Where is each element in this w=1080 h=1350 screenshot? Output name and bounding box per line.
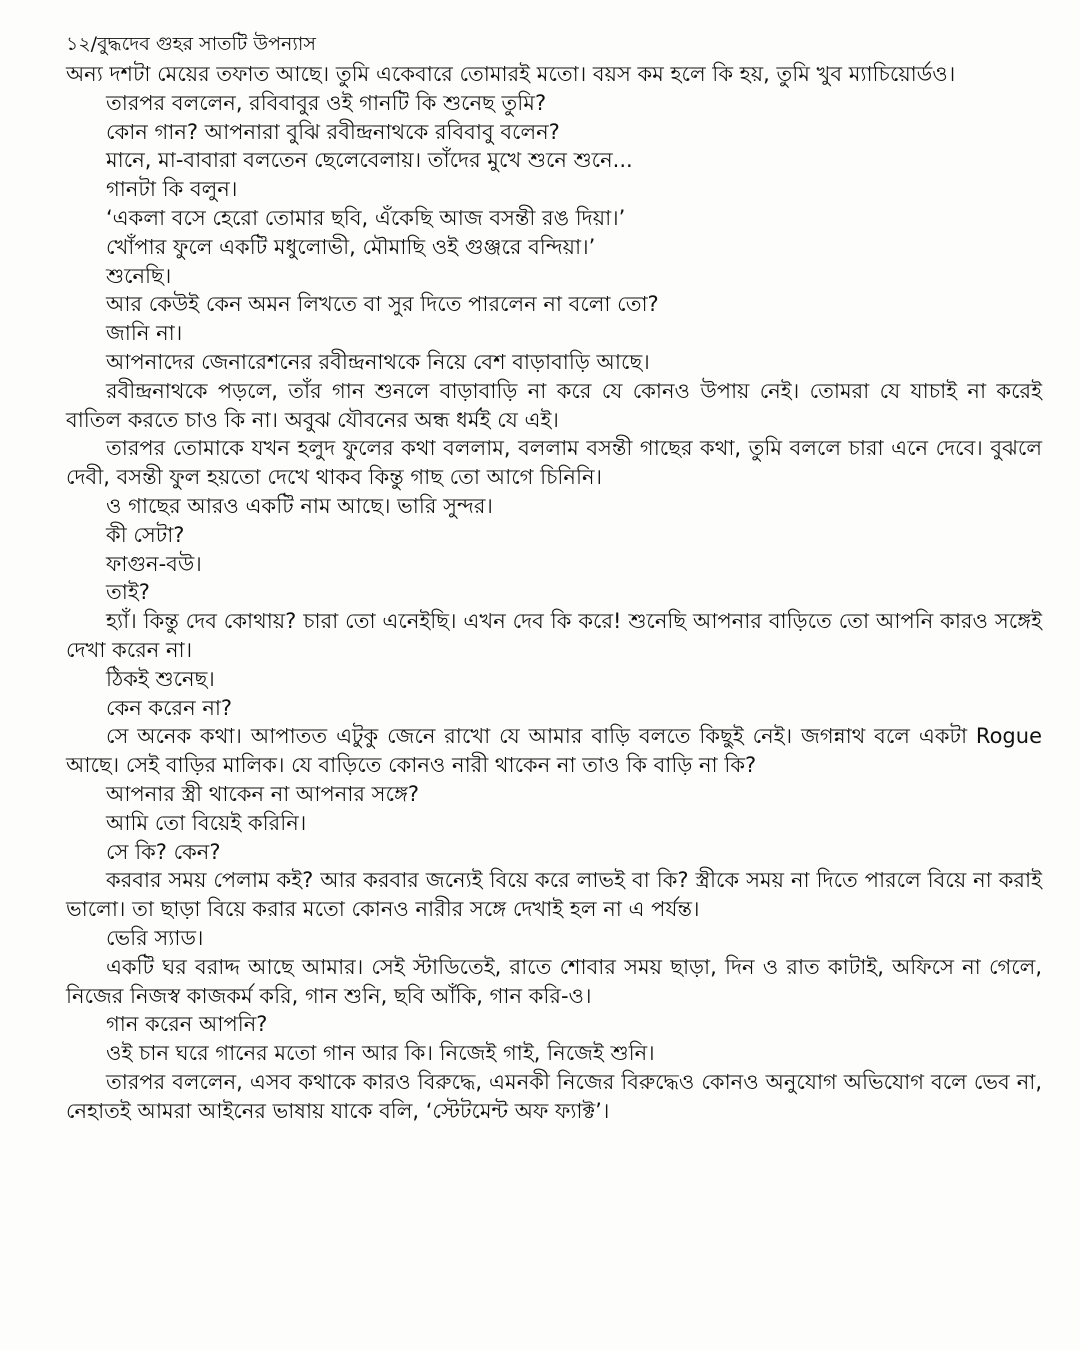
paragraph: মানে, মা-বাবারা বলতেন ছেলেবেলায়। তাঁদের মুখে শুনে শুনে... — [106, 148, 633, 173]
paragraph: কেন করেন না? — [106, 695, 233, 720]
paragraph: জানি না। — [106, 321, 183, 346]
paragraph: ও গাছের আরও একটি নাম আছে। ভারি সুন্দর। — [106, 493, 493, 518]
paragraph: ফাগুন-বউ। — [106, 551, 202, 576]
paragraph: গানটা কি বলুন। — [106, 177, 238, 202]
paragraph: তাই? — [106, 580, 150, 605]
paragraph: তারপর বললেন, রবিবাবুর ওই গানটি কি শুনেছ তুমি? — [106, 90, 547, 115]
paragraph: আর কেউই কেন অমন লিখতে বা সুর দিতে পারলেন না বলো তো? — [106, 292, 659, 317]
paragraph: সে কি? কেন? — [106, 839, 221, 864]
paragraph: তারপর বললেন, এসব কথাকে কারও বিরুদ্ধে, এমনকী নিজের বিরুদ্ধেও কোনও অনুযোগ অভিযোগ বলে ভেব না, নেহাতই আমরা আইনের ভাষায় যাকে বলি, ‘স্টেটমেন্ট অফ ফ্যাক্ট’। — [66, 1069, 1042, 1123]
page-body-text — [66, 60, 1042, 1125]
paragraph: রবীন্দ্রনাথকে পড়লে, তাঁর গান শুনলে বাড়াবাড়ি না করে যে কোনও উপায় নেই। তোমরা যে যাচাই না করেই বাতিল করতে চাও কি না। অবুঝ যৌবনের অন্ধ ধর্মই যে এই। — [66, 378, 1042, 432]
paragraph: খোঁপার ফুলে একটি মধুলোভী, মৌমাছি ওই গুঞ্জরে বন্দিয়া।’ — [106, 234, 596, 259]
paragraph: আপনাদের জেনারেশনের রবীন্দ্রনাথকে নিয়ে বেশ বাড়াবাড়ি আছে। — [106, 349, 650, 374]
paragraph: একটি ঘর বরাদ্দ আছে আমার। সেই স্টাডিতেই, রাতে শোবার সময় ছাড়া, দিন ও রাত কাটাই, অফিসে না গেলে, নিজের নিজস্ব কাজকর্ম করি, গান শুনি, ছবি আঁকি, গান করি-ও। — [66, 954, 1042, 1008]
paragraph: ঠিকই শুনেছ। — [106, 666, 215, 691]
paragraph: অন্য দশটা মেয়ের তফাত আছে। তুমি একেবারে তোমারই মতো। বয়স কম হলে কি হয়, তুমি খুব ম্যাচিয়োর্ডও। — [66, 62, 956, 86]
paragraph: শুনেছি। — [106, 263, 172, 288]
paragraph: সে অনেক কথা। আপাতত এটুকু জেনে রাখো যে আমার বাড়ি বলতে কিছুই নেই। জগন্নাথ বলে একটা Rogue আছে। সেই বাড়ির মালিক। যে বাড়িতে কোনও নারী থাকেন না তাও কি বাড়ি না কি? — [66, 724, 1042, 778]
paragraph: হ্যাঁ। কিন্তু দেব কোথায়? চারা তো এনেইছি। এখন দেব কি করে! শুনেছি আপনার বাড়িতে তো আপনি কারও সঙ্গেই দেখা করেন না। — [66, 609, 1042, 662]
paragraph: আপনার স্ত্রী থাকেন না আপনার সঙ্গে? — [106, 781, 420, 806]
paragraph: আমি তো বিয়েই করিনি। — [106, 810, 307, 835]
paragraph: তারপর তোমাকে যখন হলুদ ফুলের কথা বললাম, বললাম বসন্তী গাছের কথা, তুমি বললে চারা এনে দেবে। বুঝলে দেবী, বসন্তী ফুল হয়তো দেখে থাকব কিন্তু গাছ তো আগে চিনিনি। — [66, 436, 1042, 490]
paragraph: কোন গান? আপনারা বুঝি রবীন্দ্রনাথকে রবিবাবু বলেন? — [106, 119, 560, 144]
paragraph: গান করেন আপনি? — [106, 1012, 268, 1037]
paragraph: ওই চান ঘরে গানের মতো গান আর কি। নিজেই গাই, নিজেই শুনি। — [106, 1041, 655, 1066]
running-header: ১২/বুদ্ধদেব গুহর সাতটি উপন্যাস — [66, 33, 316, 55]
paragraph: ‘একলা বসে হেরো তোমার ছবি, এঁকেছি আজ বসন্তী রঙ দিয়া।’ — [106, 205, 626, 230]
paragraph: করবার সময় পেলাম কই? আর করবার জন্যেই বিয়ে করে লাভই বা কি? স্ত্রীকে সময় না দিতে পারলে বিয়ে না করাই ভালো। তা ছাড়া বিয়ে করার মতো কোনও নারীর সঙ্গে দেখাই হল না এ পর্যন্ত। — [66, 868, 1042, 922]
paragraph: কী সেটা? — [106, 522, 185, 547]
paragraph: ভেরি স্যাড। — [106, 925, 204, 950]
